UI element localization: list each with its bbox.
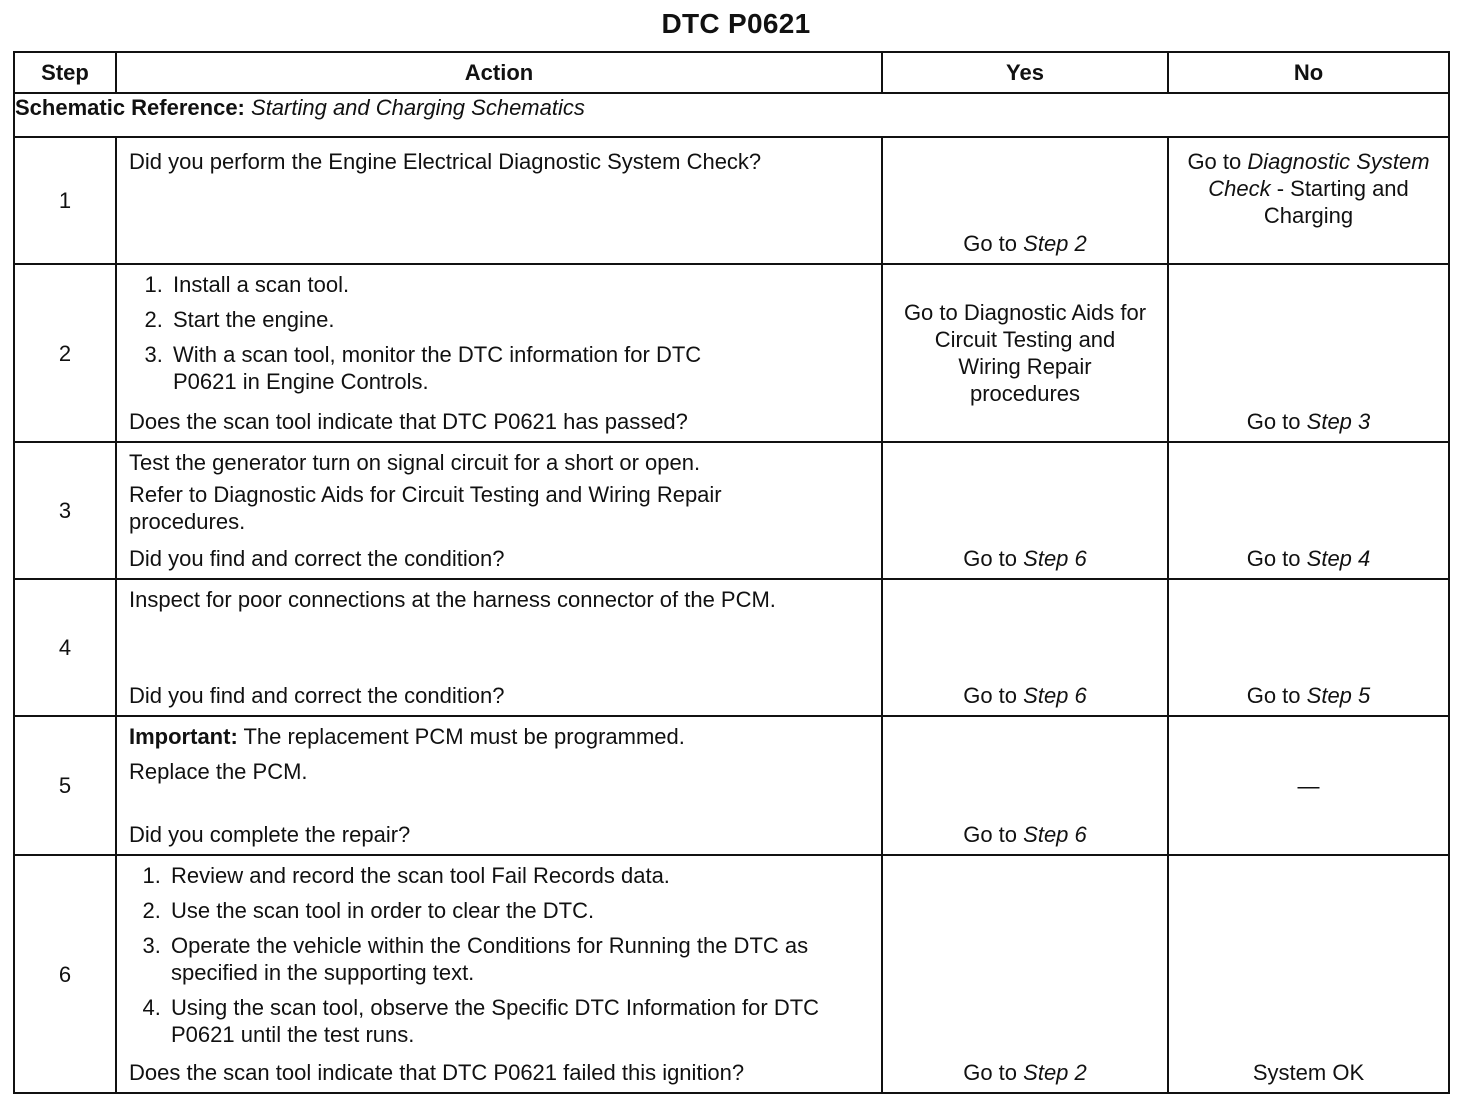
schematic-reference-link[interactable]: Starting and Charging Schematics <box>251 95 585 120</box>
action-question: Did you complete the repair? <box>129 822 411 847</box>
important-label: Important: <box>129 724 238 749</box>
no-result: System OK <box>1252 1060 1365 1085</box>
no-suffix: - Starting and Charging <box>1263 176 1409 228</box>
action-cell <box>116 855 882 1093</box>
header-no: No <box>1168 52 1449 93</box>
no-prefix: Go to <box>1246 683 1301 708</box>
yes-action[interactable] <box>883 821 1167 848</box>
action-question: Does the scan tool indicate that DTC P0621 failed this ignition? <box>129 1060 745 1085</box>
action-list-item: 2. Start the engine. <box>169 306 751 333</box>
no-action-none: — <box>1297 773 1320 798</box>
no-action[interactable] <box>1169 682 1448 709</box>
document-title: DTC P0621 <box>661 8 811 39</box>
action-question: Did you perform the Engine Electrical Diagnostic System Check? <box>129 149 762 174</box>
table-row-step-5 <box>14 716 1449 855</box>
diagnostic-table <box>13 51 1450 1094</box>
step-number: 6 <box>14 855 116 1093</box>
yes-step-link[interactable]: Step 6 <box>1023 822 1087 847</box>
yes-prefix: Go to <box>963 822 1018 847</box>
no-link[interactable]: Diagnostic System Check <box>1208 149 1430 201</box>
no-cell <box>1168 264 1449 442</box>
no-action[interactable] <box>1169 545 1448 572</box>
yes-action[interactable] <box>883 1059 1167 1086</box>
action-list-item: 1. Review and record the scan tool Fail Records data. <box>167 862 831 889</box>
no-cell <box>1168 137 1449 264</box>
schematic-reference-row <box>14 93 1449 137</box>
action-list <box>129 271 871 395</box>
yes-cell <box>882 264 1168 442</box>
no-cell <box>1168 579 1449 716</box>
action-text: Test the generator turn on signal circuit for a short or open. <box>129 450 701 475</box>
no-step-link[interactable]: Step 4 <box>1306 546 1371 571</box>
action-cell <box>116 264 882 442</box>
step-number: 1 <box>14 137 116 264</box>
action-text: Replace the PCM. <box>129 759 308 784</box>
header-row <box>14 52 1449 93</box>
action-list-item: 2. Use the scan tool in order to clear the DTC. <box>167 897 831 924</box>
table-row-step-3 <box>14 442 1449 579</box>
action-list-item: 1. Install a scan tool. <box>169 271 751 298</box>
action-cell <box>116 716 882 855</box>
yes-step-link[interactable]: Step 2 <box>1023 231 1087 256</box>
header-action: Action <box>116 52 882 93</box>
important-note <box>129 723 871 750</box>
important-text: The replacement PCM must be programmed. <box>243 724 685 749</box>
yes-step-link[interactable]: Step 6 <box>1023 683 1087 708</box>
yes-prefix: Go to <box>963 231 1018 256</box>
yes-cell <box>882 716 1168 855</box>
no-prefix: Go to <box>1246 546 1301 571</box>
table-row-step-2 <box>14 264 1449 442</box>
yes-cell <box>882 855 1168 1093</box>
step-number: 5 <box>14 716 116 855</box>
step-number: 4 <box>14 579 116 716</box>
action-list <box>129 862 871 1048</box>
yes-cell <box>882 442 1168 579</box>
action-text: Inspect for poor connections at the harness connector of the PCM. <box>129 587 776 612</box>
header-step: Step <box>14 52 116 93</box>
action-cell <box>116 137 882 264</box>
action-reference: Refer to Diagnostic Aids for Circuit Testing and Wiring Repair procedures. <box>129 482 722 534</box>
no-action[interactable] <box>1169 408 1448 435</box>
no-prefix: Go to <box>1246 409 1301 434</box>
table-row-step-6 <box>14 855 1449 1093</box>
yes-action[interactable] <box>883 545 1167 572</box>
step-number: 2 <box>14 264 116 442</box>
no-cell <box>1168 716 1449 855</box>
header-yes: Yes <box>882 52 1168 93</box>
no-cell <box>1168 442 1449 579</box>
yes-prefix: Go to <box>963 683 1018 708</box>
yes-action[interactable]: Go to Diagnostic Aids for Circuit Testing and Wiring Repair procedures <box>903 300 1147 406</box>
yes-step-link[interactable]: Step 6 <box>1023 546 1087 571</box>
schematic-reference-label: Schematic Reference: <box>15 95 245 120</box>
table-row-step-4 <box>14 579 1449 716</box>
yes-action[interactable] <box>883 682 1167 709</box>
yes-action[interactable] <box>883 230 1167 257</box>
action-question: Does the scan tool indicate that DTC P0621 has passed? <box>129 409 688 434</box>
action-list-item: 4. Using the scan tool, observe the Specific DTC Information for DTC P0621 until the test runs. <box>167 994 831 1048</box>
yes-cell <box>882 579 1168 716</box>
action-list-item: 3. Operate the vehicle within the Conditions for Running the DTC as specified in the supporting text. <box>167 932 831 986</box>
no-cell <box>1168 855 1449 1093</box>
yes-prefix: Go to <box>963 546 1018 571</box>
action-cell <box>116 579 882 716</box>
action-question: Did you find and correct the condition? <box>129 683 505 708</box>
no-step-link[interactable]: Step 5 <box>1306 683 1371 708</box>
step-number: 3 <box>14 442 116 579</box>
action-cell <box>116 442 882 579</box>
action-list-item: 3. With a scan tool, monitor the DTC information for DTC P0621 in Engine Controls. <box>169 341 751 395</box>
no-step-link[interactable]: Step 3 <box>1306 409 1371 434</box>
yes-prefix: Go to <box>963 1060 1018 1085</box>
no-prefix: Go to <box>1187 149 1242 174</box>
action-question: Did you find and correct the condition? <box>129 546 505 571</box>
schematic-reference <box>14 93 1449 137</box>
yes-cell <box>882 137 1168 264</box>
no-action[interactable] <box>1169 138 1448 229</box>
yes-step-link[interactable]: Step 2 <box>1023 1060 1087 1085</box>
table-row-step-1 <box>14 137 1449 264</box>
